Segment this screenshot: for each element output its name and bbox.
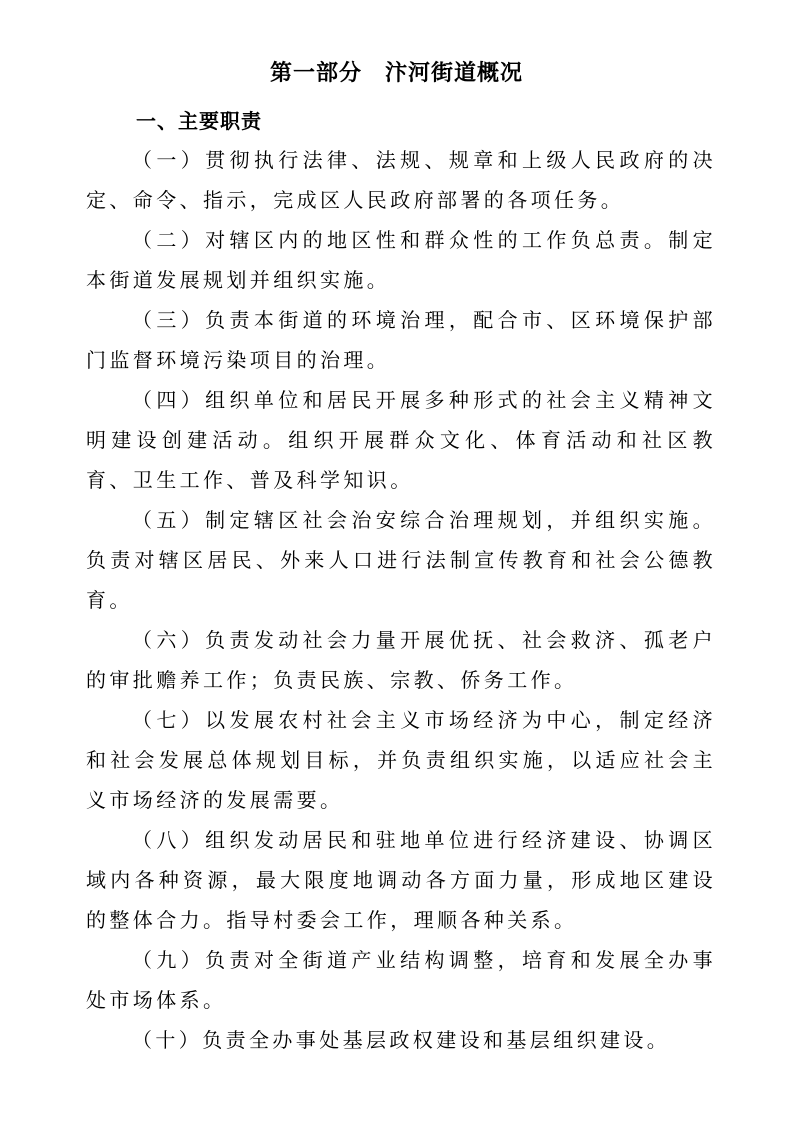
paragraph-2: （二）对辖区内的地区性和群众性的工作负总责。制定本街道发展规划并组织实施。 [86,228,716,292]
paragraph-1: （一）贯彻执行法律、法规、规章和上级人民政府的决定、命令、指示，完成区人民政府部署的各项任务。 [86,148,716,212]
paragraph-3: （三）负责本街道的环境治理，配合市、区环境保护部门监督环境污染项目的治理。 [86,308,716,372]
paragraph-8: （八）组织发动居民和驻地单位进行经济建设、协调区域内各种资源，最大限度地调动各方面力量，形成地区建设的整体合力。指导村委会工作，理顺各种关系。 [86,828,716,932]
paragraph-4: （四）组织单位和居民开展多种形式的社会主义精神文明建设创建活动。组织开展群众文化、体育活动和社区教育、卫生工作、普及科学知识。 [86,388,716,492]
paragraph-5: （五）制定辖区社会治安综合治理规划，并组织实施。负责对辖区居民、外来人口进行法制宣传教育和社会公德教育。 [86,508,716,612]
body-text [86,140,716,1060]
page-title: 第一部分 汴河街道概况 [269,61,523,86]
section-heading: 一、主要职责 [136,109,262,133]
paragraph-6: （六）负责发动社会力量开展优抚、社会救济、孤老户的审批赡养工作；负责民族、宗教、侨务工作。 [86,628,716,692]
paragraph-10: （十）负责全办事处基层政权建设和基层组织建设。 [132,1028,671,1052]
paragraph-9: （九）负责对全街道产业结构调整，培育和发展全办事处市场体系。 [86,948,716,1012]
paragraph-7: （七）以发展农村社会主义市场经济为中心，制定经济和社会发展总体规划目标，并负责组织实施，以适应社会主义市场经济的发展需要。 [86,708,716,812]
